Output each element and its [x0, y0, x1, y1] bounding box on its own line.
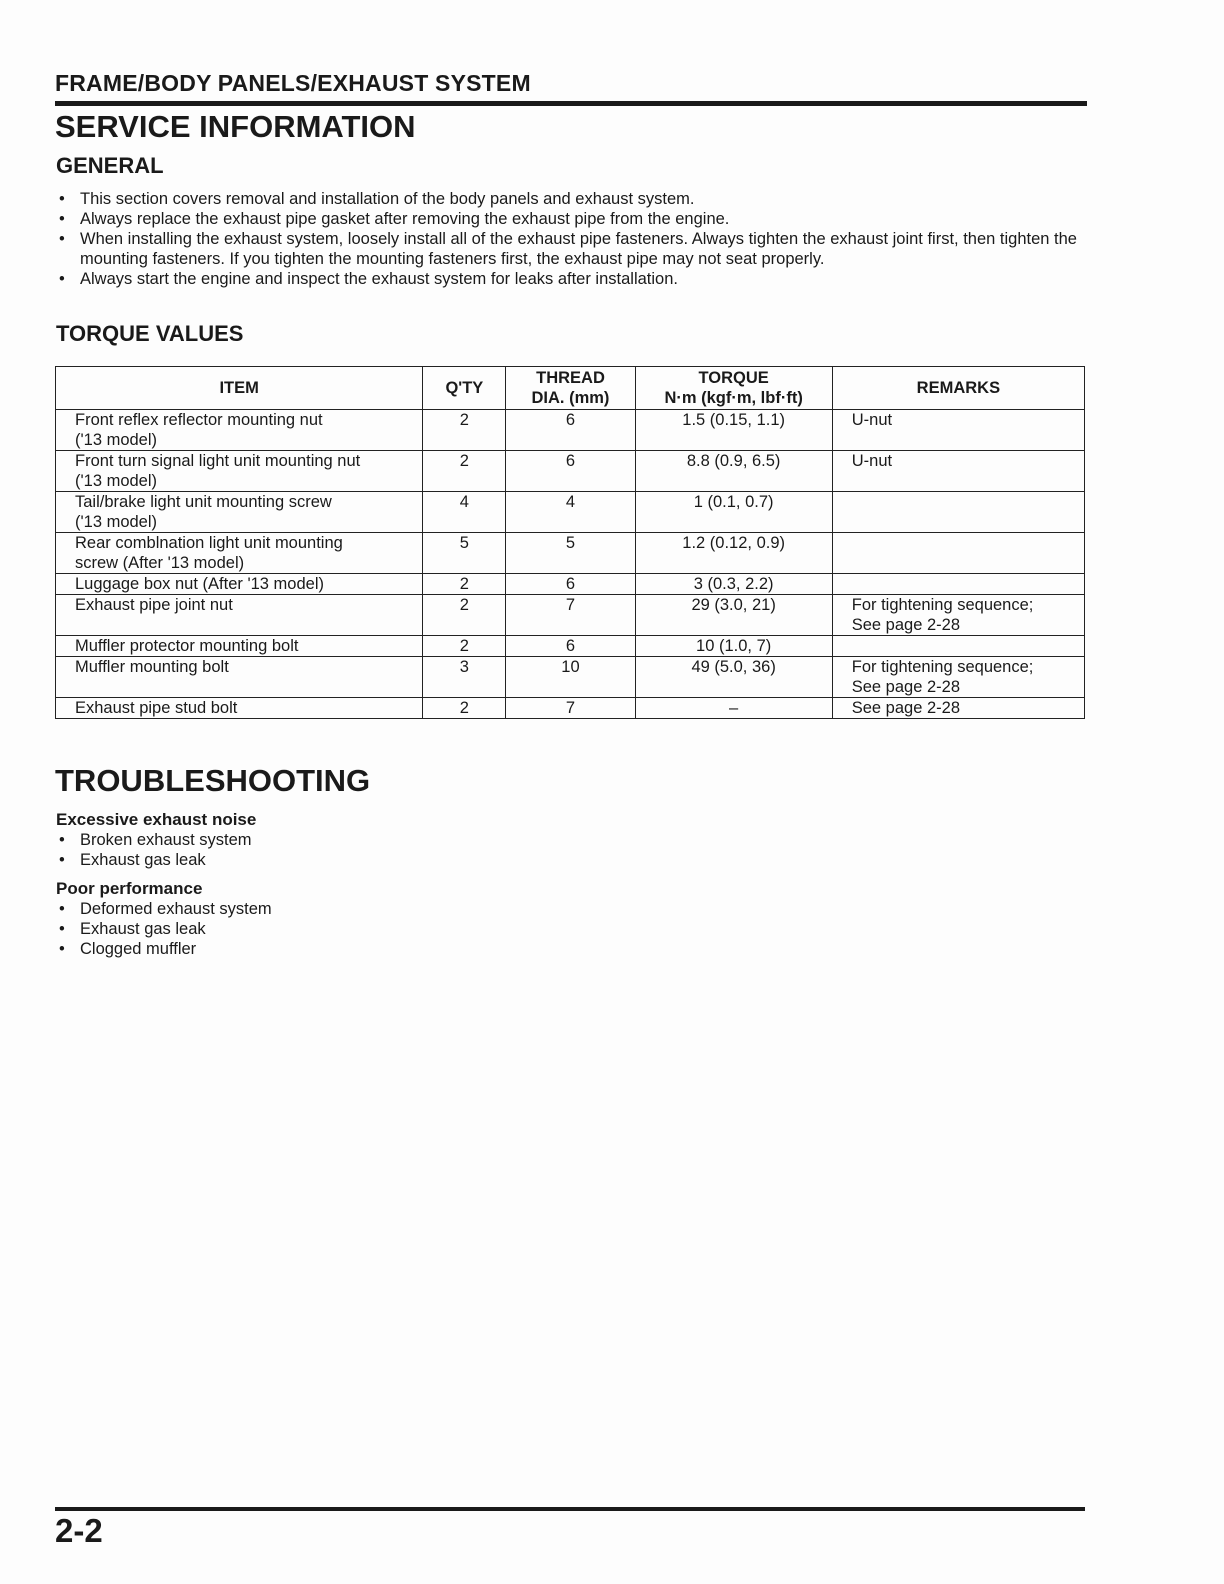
cell-qty: 3 — [423, 657, 506, 698]
item-line: Exhaust pipe joint nut — [75, 596, 233, 614]
cell-item — [56, 451, 423, 492]
cell-remarks — [832, 574, 1084, 595]
page-number: 2-2 — [55, 1512, 103, 1549]
item-line: Exhaust pipe stud bolt — [75, 699, 238, 717]
item-line: ('13 model) — [75, 472, 158, 490]
symptom-heading: Poor performance — [56, 879, 203, 898]
cell-thread: 6 — [506, 574, 635, 595]
item-line: Front reflex reflector mounting nut — [75, 411, 323, 429]
cell-remarks — [832, 595, 1084, 636]
chapter-title: FRAME/BODY PANELS/EXHAUST SYSTEM — [55, 70, 531, 96]
remarks-line: See page 2-28 — [851, 616, 960, 634]
remarks-line: U-nut — [851, 411, 893, 429]
list-item: • Deformed exhaust system — [56, 899, 272, 919]
header-qty: Q'TY — [423, 367, 506, 410]
cell-torque: 49 (5.0, 36) — [635, 657, 832, 698]
header-thread-line2: DIA. (mm) — [531, 389, 610, 407]
cell-thread: 6 — [506, 451, 635, 492]
cell-qty: 2 — [423, 574, 506, 595]
cell-remarks — [832, 410, 1084, 451]
cell-torque: 1.5 (0.15, 1.1) — [635, 410, 832, 451]
cell-thread: 10 — [506, 657, 635, 698]
item-line: Luggage box nut (After '13 model) — [75, 575, 324, 593]
cell-thread: 4 — [506, 492, 635, 533]
table-row — [56, 451, 1085, 492]
table-row — [56, 657, 1085, 698]
item-line: Tail/brake light unit mounting screw — [75, 493, 332, 511]
cell-item — [56, 595, 423, 636]
header-thread — [506, 367, 635, 410]
table-row — [56, 636, 1085, 657]
cell-qty: 2 — [423, 595, 506, 636]
remarks-line: See page 2-28 — [851, 699, 960, 717]
cell-torque: 10 (1.0, 7) — [635, 636, 832, 657]
table-row — [56, 492, 1085, 533]
table-row — [56, 410, 1085, 451]
troubleshooting-title: TROUBLESHOOTING — [55, 763, 371, 798]
cause-list — [56, 899, 272, 959]
header-thread-line1: THREAD — [536, 369, 605, 387]
cell-remarks — [832, 636, 1084, 657]
item-line: Front turn signal light unit mounting nut — [75, 452, 361, 470]
cell-torque: 29 (3.0, 21) — [635, 595, 832, 636]
cell-remarks — [832, 533, 1084, 574]
item-line: screw (After '13 model) — [75, 554, 245, 572]
table-row — [56, 698, 1085, 719]
list-item: • Exhaust gas leak — [56, 850, 252, 870]
item-line: Muffler protector mounting bolt — [75, 637, 299, 655]
cell-item — [56, 533, 423, 574]
cell-item — [56, 657, 423, 698]
bottom-rule — [55, 1507, 1085, 1511]
symptom-heading: Excessive exhaust noise — [56, 810, 257, 829]
item-line: ('13 model) — [75, 431, 158, 449]
cell-remarks — [832, 492, 1084, 533]
top-rule — [55, 101, 1087, 106]
remarks-line: See page 2-28 — [851, 678, 960, 696]
item-line: Muffler mounting bolt — [75, 658, 229, 676]
list-item: • Clogged muffler — [56, 939, 272, 959]
list-item: • Always replace the exhaust pipe gasket after removing the exhaust pipe from the engine. — [56, 209, 1088, 229]
cell-item — [56, 636, 423, 657]
remarks-line: For tightening sequence; — [851, 658, 1034, 676]
remarks-line: For tightening sequence; — [851, 596, 1034, 614]
cell-qty: 5 — [423, 533, 506, 574]
table-header-row — [56, 367, 1085, 410]
header-torque-line1: TORQUE — [698, 369, 769, 387]
cell-remarks — [832, 698, 1084, 719]
header-torque — [635, 367, 832, 410]
cell-thread: 6 — [506, 636, 635, 657]
list-item: • Exhaust gas leak — [56, 919, 272, 939]
remarks-line: U-nut — [851, 452, 893, 470]
cell-thread: 7 — [506, 595, 635, 636]
item-line: Rear comblnation light unit mounting — [75, 534, 343, 552]
list-item: • When installing the exhaust system, loosely install all of the exhaust pipe fasteners. Always tighten the exhaust joint first, then tighten the mounting fasteners. If you tighten the mounting fasteners first, the exhaust pipe may not seat properly. — [56, 229, 1088, 269]
cell-item — [56, 574, 423, 595]
list-item: • This section covers removal and installation of the body panels and exhaust system. — [56, 189, 1088, 209]
table-row — [56, 533, 1085, 574]
cell-remarks — [832, 451, 1084, 492]
cell-thread: 5 — [506, 533, 635, 574]
table-row — [56, 595, 1085, 636]
list-item: • Always start the engine and inspect the exhaust system for leaks after installation. — [56, 269, 1088, 289]
cause-list — [56, 830, 252, 870]
cell-qty: 2 — [423, 451, 506, 492]
cell-qty: 2 — [423, 698, 506, 719]
item-line: ('13 model) — [75, 513, 158, 531]
header-item: ITEM — [56, 367, 423, 410]
cell-torque: 1 (0.1, 0.7) — [635, 492, 832, 533]
general-list — [56, 189, 1088, 289]
table-row — [56, 574, 1085, 595]
cell-qty: 2 — [423, 410, 506, 451]
cell-item — [56, 492, 423, 533]
cell-qty: 2 — [423, 636, 506, 657]
cell-torque: – — [635, 698, 832, 719]
torque-table — [55, 366, 1085, 719]
cell-item — [56, 698, 423, 719]
cell-thread: 7 — [506, 698, 635, 719]
cell-qty: 4 — [423, 492, 506, 533]
section-title: SERVICE INFORMATION — [55, 109, 416, 144]
cell-item — [56, 410, 423, 451]
cell-remarks — [832, 657, 1084, 698]
cell-torque: 8.8 (0.9, 6.5) — [635, 451, 832, 492]
cell-torque: 3 (0.3, 2.2) — [635, 574, 832, 595]
header-torque-line2: N·m (kgf·m, lbf·ft) — [664, 389, 803, 407]
list-item: • Broken exhaust system — [56, 830, 252, 850]
header-remarks: REMARKS — [832, 367, 1084, 410]
torque-values-heading: TORQUE VALUES — [56, 321, 244, 346]
cell-torque: 1.2 (0.12, 0.9) — [635, 533, 832, 574]
cell-thread: 6 — [506, 410, 635, 451]
general-heading: GENERAL — [56, 153, 164, 178]
